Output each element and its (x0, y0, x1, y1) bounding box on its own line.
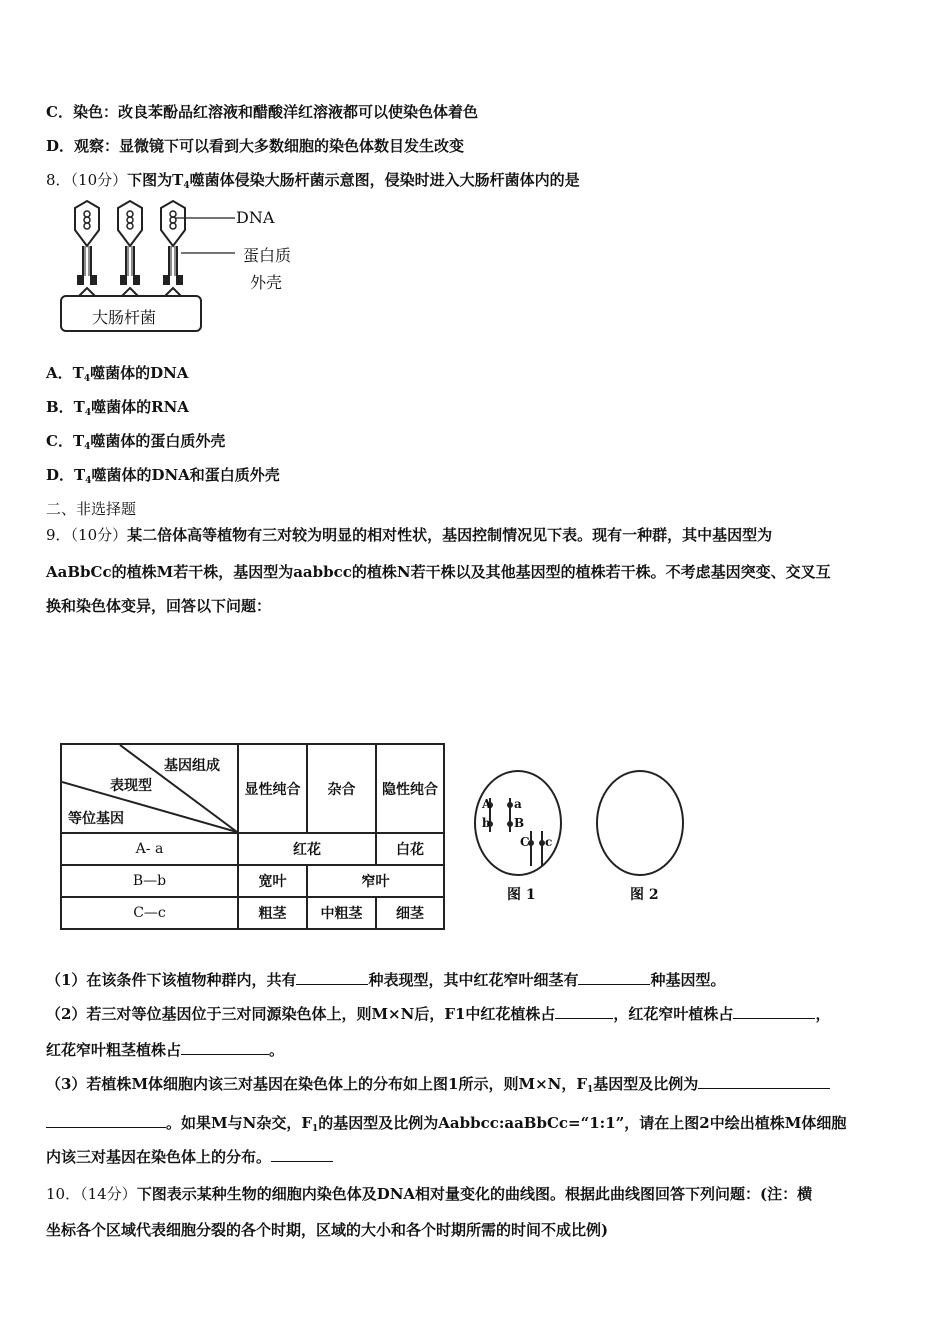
q9-stem-line2: AaBbCc的植株M若干株，基因型为aabbcc的植株N若干株以及其他基因型的植株若干株。不考虑基因突变、交叉互 (46, 563, 831, 581)
figure-2-caption: 图 2 (630, 887, 659, 903)
figure-2-cell[interactable] (592, 768, 692, 878)
shell-label: 外壳 (250, 273, 283, 292)
table-corner-cell: 基因组成 表现型 等位基因 (61, 744, 238, 833)
q10-stem-line2: 坐标各个区域代表细胞分裂的各个时期，区域的大小和各个时期所需的时间不成比例) (46, 1221, 609, 1239)
gene-label: A (482, 797, 492, 811)
answer-blank[interactable] (733, 1004, 815, 1019)
q7-option-c: C．染色：改良苯酚品红溶液和醋酸洋红溶液都可以使染色体着色 (46, 103, 478, 121)
q9-stem-line1: 9．（10分）某二倍体高等植物有三对较为明显的相对性状，基因控制情况见下表。现有一种群，其中基因型为 (46, 526, 773, 544)
table-row: C—c 粗茎 中粗茎 细茎 (61, 897, 444, 929)
table-header: 显性纯合 (238, 744, 307, 833)
gene-label: C (520, 835, 530, 849)
q8-number: 8． (46, 171, 71, 189)
q8-stem-text: 下图为T (127, 171, 184, 189)
section-heading: 二、非选择题 (46, 500, 137, 518)
q8-option-d: D．$T_4$噬菌体的DNA和蛋白质外壳 (46, 466, 280, 486)
q8-score: （10分） (70, 171, 128, 189)
q8-option-b: B．$T_4$噬菌体的RNA (46, 398, 189, 418)
answer-blank[interactable] (181, 1040, 269, 1055)
q9-sub3-cont2: 内该三对基因在染色体上的分布。 (46, 1147, 333, 1167)
q9-stem-line3: 换和染色体变异，回答以下问题： (46, 597, 272, 615)
answer-blank[interactable] (271, 1147, 333, 1162)
q9-sub2-cont: 红花窄叶粗茎植株占 。 (46, 1041, 285, 1059)
q7-option-d: D．观察：显微镜下可以看到大多数细胞的染色体数目发生改变 (46, 137, 465, 155)
protein-label: 蛋白质 (243, 246, 292, 265)
q8-stem (46, 170, 580, 196)
answer-blank[interactable] (698, 1074, 830, 1089)
table-row: B—b 宽叶 窄叶 (61, 865, 444, 897)
ecoli-label: 大肠杆菌 (92, 308, 157, 327)
figure-1-caption: 图 1 (507, 887, 536, 903)
subscript: 4 (183, 181, 190, 191)
table-header: 杂合 (307, 744, 376, 833)
gene-label: a (514, 797, 522, 811)
answer-blank[interactable] (46, 1113, 166, 1128)
answer-blank[interactable] (578, 970, 650, 985)
table-row: A- a 红花 白花 (61, 833, 444, 865)
q8-option-a: A．$T_4$噬菌体的DNA (46, 364, 189, 384)
q8-stem-text: 噬菌体侵染大肠杆菌示意图，侵染时进入大肠杆菌体内的是 (189, 171, 580, 189)
q10-stem-line1: 10．（14分）下图表示某种生物的细胞内染色体及DNA相对量变化的曲线图。根据此曲线图回答下列问题：(注：横 (46, 1185, 813, 1203)
gene-label: b (482, 816, 491, 830)
q9-sub3-cont: 。如果M与N杂交，$F_1$的基因型及比例为Aabbcc:aaBbCc=“1:1”，请在上图2中绘出植株M体细胞 (46, 1113, 846, 1139)
table-header: 隐性纯合 (376, 744, 444, 833)
q9-sub1: （1）在该条件下该植物种群内，共有 种表现型，其中红花窄叶细茎有 种基因型。 (46, 971, 726, 989)
gene-table (60, 743, 445, 930)
dna-label: DNA (236, 208, 275, 227)
q9-sub3: （3）若植株M体细胞内该三对基因在染色体上的分布如上图1所示，则M×N，$F_1$基因型及比例为 (46, 1074, 830, 1100)
gene-label: B (514, 816, 525, 830)
answer-blank[interactable] (555, 1004, 613, 1019)
q9-sub2: （2）若三对等位基因位于三对同源染色体上，则M×N后，F1中红花植株占 ，红花窄叶植株占 ， (46, 1005, 831, 1023)
q8-option-c: C．$T_4$噬菌体的蛋白质外壳 (46, 432, 226, 452)
answer-blank[interactable] (296, 970, 368, 985)
gene-label: c (545, 835, 553, 849)
